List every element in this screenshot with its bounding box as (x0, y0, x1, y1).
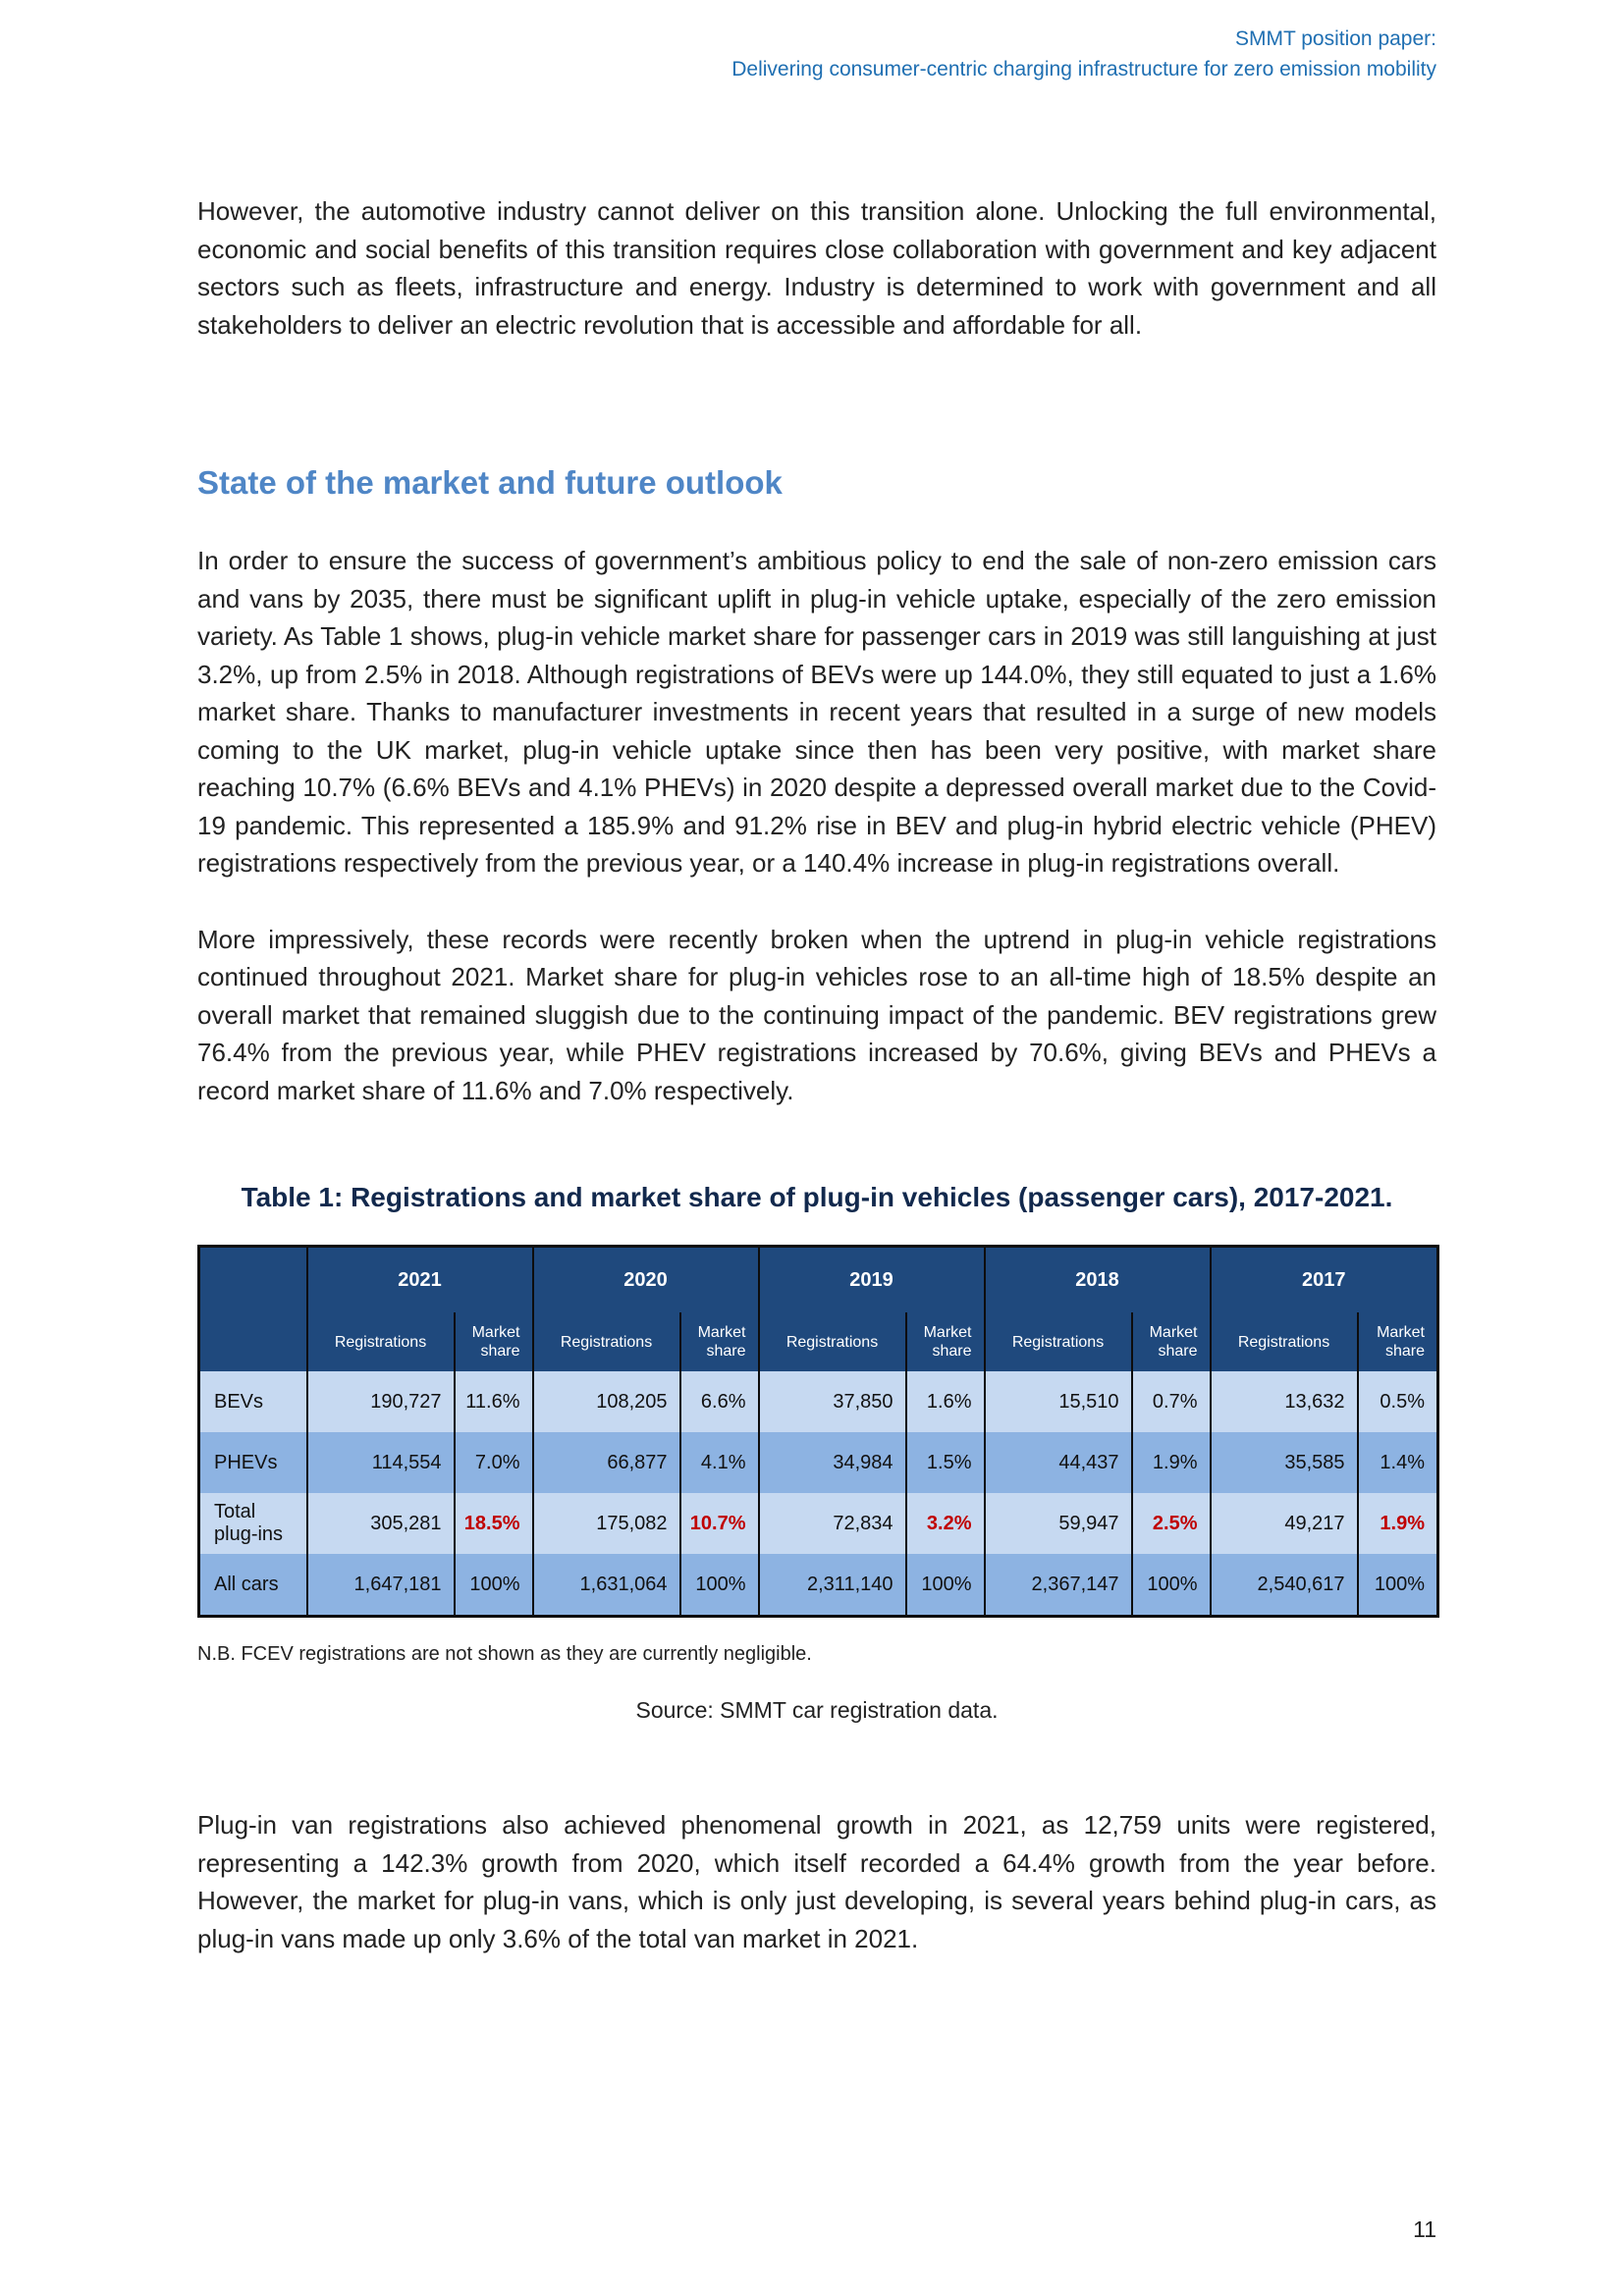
registrations-subheader: Registrations (533, 1312, 680, 1371)
table-cell: 100% (1358, 1554, 1438, 1617)
registrations-subheader: Registrations (759, 1312, 906, 1371)
table-cell-highlight: 18.5% (455, 1493, 533, 1554)
table-cell: 11.6% (455, 1371, 533, 1432)
table-cell: 34,984 (759, 1432, 906, 1493)
table-cell: 100% (455, 1554, 533, 1617)
year-header: 2020 (533, 1247, 759, 1313)
paragraph-market: In order to ensure the success of government’s ambitious policy to end the sale of non-zero emission cars and vans by 2035, there must be significant uplift in plug-in vehicle uptake, especially of the zero emission variety. As Table 1 shows, plug-in vehicle market share for passenger cars in 2019 was still languishing at just 3.2%, up from 2.5% in 2018. Although registrations of BEVs were up 144.0%, they still equated to just a 1.6% market share. Thanks to manufacturer investments in recent years that resulted in a surge of new models coming to the UK market, plug-in vehicle uptake since then has been very positive, with market share reaching 10.7% (6.6% BEVs and 4.1% PHEVs) in 2020 despite a depressed overall market due to the Covid-19 pandemic. This represented a 185.9% and 91.2% rise in BEV and plug-in hybrid electric vehicle (PHEV) registrations respectively from the previous year, or a 140.4% increase in plug-in registrations overall. (197, 546, 1436, 878)
market-share-subheader: Market share (455, 1312, 533, 1371)
row-label: BEVs (199, 1371, 307, 1432)
paragraph-records: More impressively, these records were recently broken when the uptrend in plug-in vehicle registrations continued throughout 2021. Market share for plug-in vehicles rose to an all-time high of 18.5% despite an overall market that remained sluggish due to the continuing impact of the pandemic. BEV registrations grew 76.4% from the previous year, while PHEV registrations increased by 70.6%, giving BEVs and PHEVs a record market share of 11.6% and 7.0% respectively. (197, 924, 1436, 1105)
row-label: Total plug-ins (199, 1493, 307, 1554)
registrations-subheader: Registrations (985, 1312, 1132, 1371)
page-number: 11 (1413, 2216, 1436, 2242)
registrations-table (197, 1245, 1439, 1618)
table-note: N.B. FCEV registrations are not shown as they are currently negligible. (197, 1643, 812, 1665)
table-cell: 49,217 (1211, 1493, 1358, 1554)
table-cell: 175,082 (533, 1493, 680, 1554)
registrations-subheader: Registrations (307, 1312, 455, 1371)
section-title: State of the market and future outlook (197, 464, 783, 501)
table-corner-cell (199, 1247, 307, 1372)
table-cell: 108,205 (533, 1371, 680, 1432)
table-cell: 1,647,181 (307, 1554, 455, 1617)
table-row-all-cars (199, 1554, 1438, 1617)
table-cell: 59,947 (985, 1493, 1132, 1554)
year-header: 2019 (759, 1247, 985, 1313)
table-cell-highlight: 2.5% (1132, 1493, 1211, 1554)
table-row-phevs (199, 1432, 1438, 1493)
table-cell: 35,585 (1211, 1432, 1358, 1493)
table-cell: 1,631,064 (533, 1554, 680, 1617)
table-cell: 15,510 (985, 1371, 1132, 1432)
page-header (553, 24, 1436, 84)
market-share-subheader: Market share (1132, 1312, 1211, 1371)
table-cell: 0.7% (1132, 1371, 1211, 1432)
registrations-subheader: Registrations (1211, 1312, 1358, 1371)
table-cell: 6.6% (680, 1371, 759, 1432)
table-cell: 100% (1132, 1554, 1211, 1617)
table-cell: 44,437 (985, 1432, 1132, 1493)
table-cell: 2,540,617 (1211, 1554, 1358, 1617)
table-cell: 2,311,140 (759, 1554, 906, 1617)
table-cell: 114,554 (307, 1432, 455, 1493)
table-cell: 190,727 (307, 1371, 455, 1432)
table-cell: 66,877 (533, 1432, 680, 1493)
table-cell: 1.4% (1358, 1432, 1438, 1493)
table-cell: 4.1% (680, 1432, 759, 1493)
header-line-1: SMMT position paper: (1234, 27, 1436, 50)
table-cell: 72,834 (759, 1493, 906, 1554)
paragraph-vans: Plug-in van registrations also achieved phenomenal growth in 2021, as 12,759 units were registered, representing a 142.3% growth from 2020, which itself recorded a 64.4% growth from the year before. However, the market for plug-in vans, which is only just developing, is several years behind plug-in cars, as plug-in vans made up only 3.6% of the total van market in 2021. (197, 1810, 1436, 1953)
table-cell: 2,367,147 (985, 1554, 1132, 1617)
table-cell-highlight: 1.9% (1358, 1493, 1438, 1554)
row-label: PHEVs (199, 1432, 307, 1493)
market-share-subheader: Market share (680, 1312, 759, 1371)
row-label: All cars (199, 1554, 307, 1617)
year-header: 2021 (307, 1247, 533, 1313)
main-content (197, 192, 1436, 1957)
table-subheader-row (199, 1312, 1438, 1371)
table-row-total-plug-ins (199, 1493, 1438, 1554)
table-cell: 7.0% (455, 1432, 533, 1493)
table-cell-highlight: 3.2% (906, 1493, 985, 1554)
table-row-bevs (199, 1371, 1438, 1432)
table-cell-highlight: 10.7% (680, 1493, 759, 1554)
table-cell: 100% (906, 1554, 985, 1617)
year-header: 2018 (985, 1247, 1211, 1313)
table-year-header-row (199, 1247, 1438, 1313)
table-cell: 1.5% (906, 1432, 985, 1493)
header-line-2: Delivering consumer-centric charging infrastructure for zero emission mobility (731, 58, 1436, 80)
table-cell: 1.6% (906, 1371, 985, 1432)
table-cell: 0.5% (1358, 1371, 1438, 1432)
table-title: Table 1: Registrations and market share of plug-in vehicles (passenger cars), 2017-2021. (241, 1182, 1393, 1212)
table-cell: 1.9% (1132, 1432, 1211, 1493)
paragraph-intro: However, the automotive industry cannot deliver on this transition alone. Unlocking the full environmental, economic and social benefits of this transition requires close collaboration with government and key adjacent sectors such as fleets, infrastructure and energy. Industry is determined to work with government and all stakeholders to deliver an electric revolution that is accessible and affordable for all. (197, 196, 1436, 340)
table-cell: 305,281 (307, 1493, 455, 1554)
table-cell: 13,632 (1211, 1371, 1358, 1432)
market-share-subheader: Market share (1358, 1312, 1438, 1371)
table-cell: 100% (680, 1554, 759, 1617)
year-header: 2017 (1211, 1247, 1438, 1313)
market-share-subheader: Market share (906, 1312, 985, 1371)
table-cell: 37,850 (759, 1371, 906, 1432)
table-source: Source: SMMT car registration data. (635, 1697, 999, 1723)
